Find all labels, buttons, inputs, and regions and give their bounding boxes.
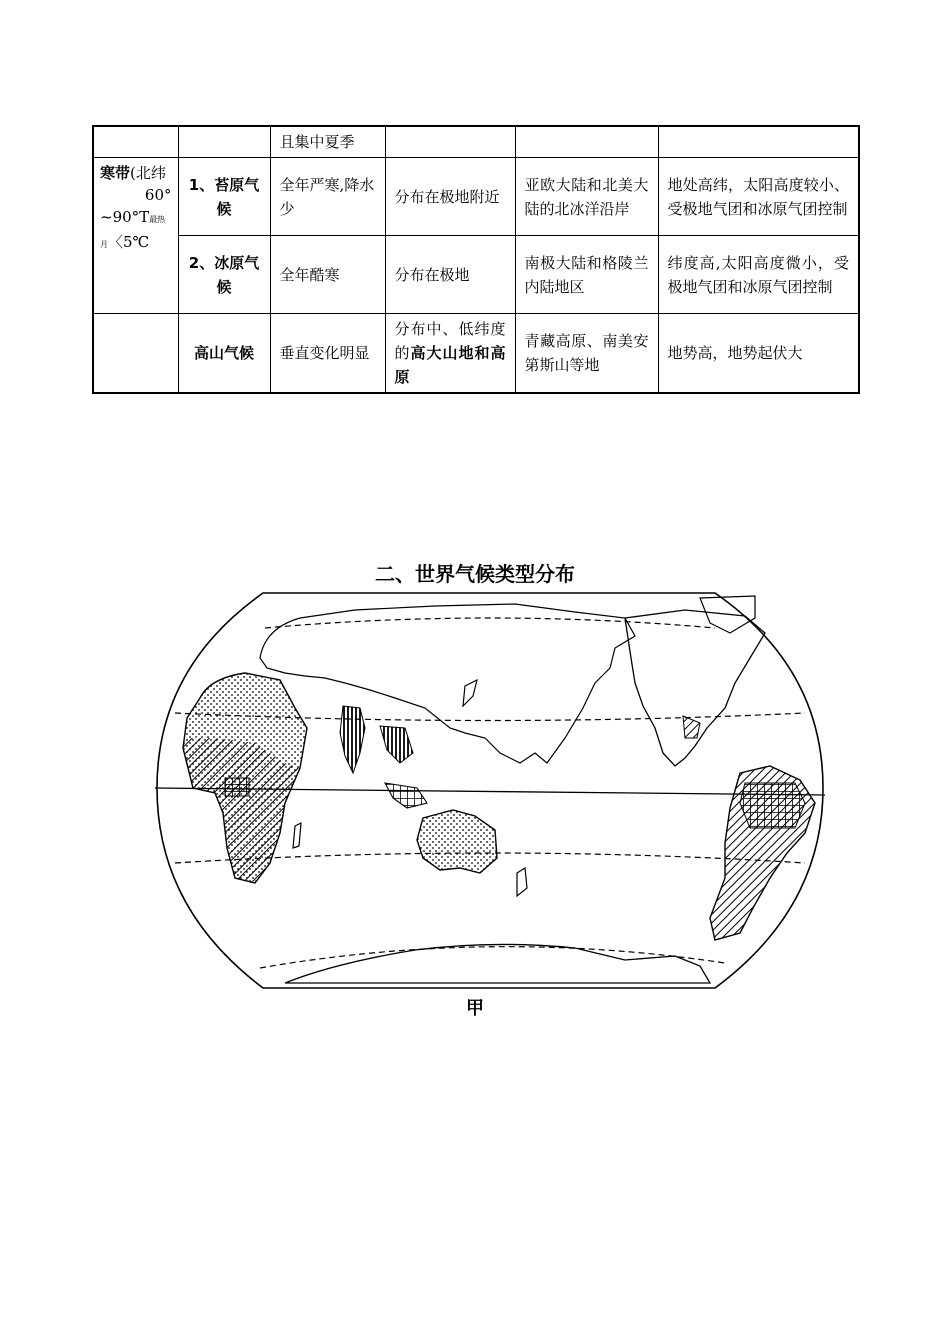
climate-type: 2、冰原气候 [178,236,270,314]
section-title: 二、世界气候类型分布 [375,562,575,586]
table-cell: 且集中夏季 [270,126,385,158]
world-climate-map [155,588,825,993]
climate-distribution: 分布中、低纬度的高大山地和高原 [385,314,515,394]
climate-cause: 纬度高,太阳高度微小，受极地气团和冰原气团控制 [658,236,859,314]
climate-feature: 垂直变化明显 [270,314,385,394]
amazon-rainforest [740,783,805,828]
rainforest-region [225,778,249,796]
climate-region: 南极大陆和格陵兰内陆地区 [515,236,658,314]
table-row [93,236,859,314]
table-row [93,158,859,236]
climate-table [92,125,860,394]
climate-feature: 全年酷寒 [270,236,385,314]
climate-region: 青藏高原、南美安第斯山等地 [515,314,658,394]
map-caption: 甲 [466,998,484,1019]
table-row [93,314,859,394]
climate-zone-cell: 寒带(北纬 60° ~90°T最热月〈5℃ [93,158,178,314]
climate-distribution: 分布在极地附近 [385,158,515,236]
table-row [93,126,859,158]
climate-type: 高山气候 [178,314,270,394]
climate-distribution: 分布在极地 [385,236,515,314]
climate-cause: 地处高纬，太阳高度较小、受极地气团和冰原气团控制 [658,158,859,236]
climate-feature: 全年严寒,降水少 [270,158,385,236]
climate-cause: 地势高，地势起伏大 [658,314,859,394]
climate-type: 1、苔原气候 [178,158,270,236]
climate-region: 亚欧大陆和北美大陆的北冰洋沿岸 [515,158,658,236]
